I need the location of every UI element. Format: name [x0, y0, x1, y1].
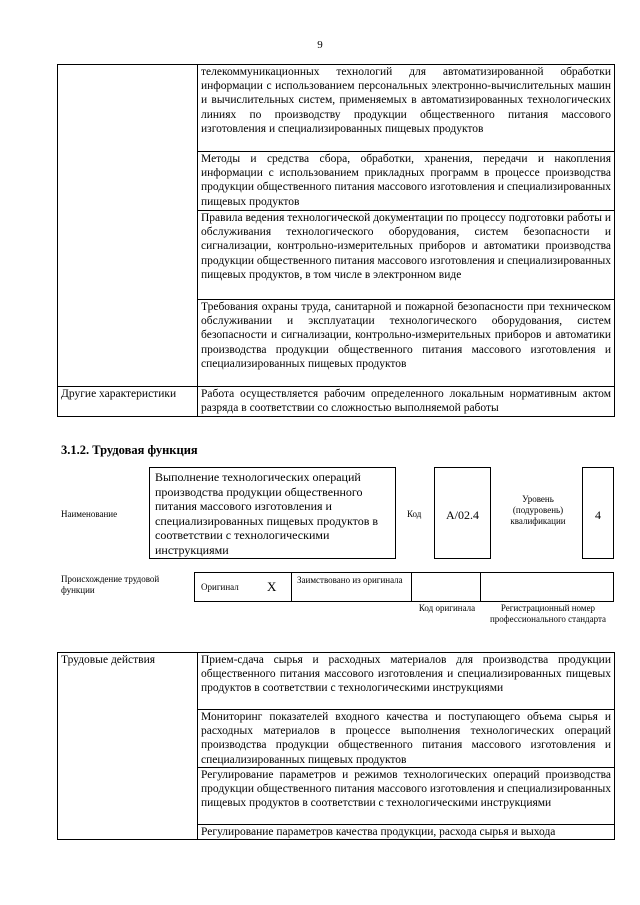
code-label: Код	[407, 509, 422, 519]
borrowed-cell: Заимствовано из оригинала	[291, 572, 412, 602]
original-label: Оригинал	[201, 582, 239, 592]
code-caption: Код оригинала	[418, 603, 476, 613]
level-value-box: 4	[582, 467, 614, 559]
function-name-box: Выполнение технологических операций производства продукции общественного питания массового изготовления и специализированных пищевых продуктов в соответствии с технологическими инструкциями	[149, 467, 396, 559]
table-cell: Регулирование параметров и режимов технологических операций производства продукции общественного питания массового изготовления и специализированных пищевых продуктов в соответствии с технологическими инструкциями	[198, 767, 615, 824]
page-number: 9	[317, 39, 323, 51]
reg-caption: Регистрационный номер профессионального стандарта	[489, 603, 607, 624]
table-cell: Методы и средства сбора, обработки, хранения, передачи и накопления информации с использованием прикладных программ в процессе производства продукции общественного питания массового изготовления и специализированных пищевых продуктов	[198, 152, 615, 211]
table-cell-label: Другие характеристики	[58, 387, 198, 417]
knowledge-table	[57, 64, 615, 417]
table-cell: Прием-сдача сырья и расходных материалов для производства продукции общественного питания массового изготовления и специализированных пищевых продуктов в соответствии с технологическими инструкциями	[198, 653, 615, 710]
table-row	[58, 653, 615, 710]
origin-label: Происхождение трудовой функции	[61, 574, 160, 595]
actions-table	[57, 652, 615, 840]
original-cell	[194, 572, 292, 602]
original-mark: X	[267, 579, 277, 594]
table-cell: Регулирование параметров качества продукции, расхода сырья и выхода	[198, 824, 615, 839]
level-label: Уровень (подуровень) квалификации	[510, 494, 566, 526]
table-cell: телекоммуникационных технологий для автоматизированной обработки информации с использованием персональных электронно-вычислительных машин и вычислительных систем, применяемых в автоматизированных технологических линиях по производству продукции общественного питания массового изготовления и специализированных пищевых продуктов	[198, 65, 615, 152]
table-cell-left	[58, 65, 198, 387]
table-cell-label: Трудовые действия	[58, 653, 198, 840]
table-cell: Работа осуществляется рабочим определенного локальным нормативным актом разряда в соответствии со сложностью выполняемой работы	[198, 387, 615, 417]
table-row	[58, 387, 615, 417]
table-cell: Требования охраны труда, санитарной и пожарной безопасности при техническом обслуживании и эксплуатации технологического оборудования, систем безопасности и сигнализации, контрольно-измерительных приборов и автоматики производства продукции общественного питания массового изготовления и специализированных пищевых продуктов	[198, 300, 615, 387]
origin-code-cell	[411, 572, 481, 602]
section-title: 3.1.2. Трудовая функция	[61, 443, 198, 457]
table-cell: Правила ведения технологической документации по процессу подготовки работы и обслуживания технологического оборудования, систем безопасности и сигнализации, контрольно-измерительных приборов и автоматики производства продукции общественного питания массового изготовления и специализированных пищевых продуктов, в том числе в электронном виде	[198, 211, 615, 300]
table-row	[58, 65, 615, 152]
origin-reg-cell	[480, 572, 614, 602]
table-cell: Мониторинг показателей входного качества и поступающего объема сырья и расходных материалов в процессе выполнения технологических операций производства продукции общественного питания массового изготовления и специализированных пищевых продуктов	[198, 710, 615, 768]
code-value-box: А/02.4	[434, 467, 491, 559]
name-label: Наименование	[61, 509, 118, 519]
